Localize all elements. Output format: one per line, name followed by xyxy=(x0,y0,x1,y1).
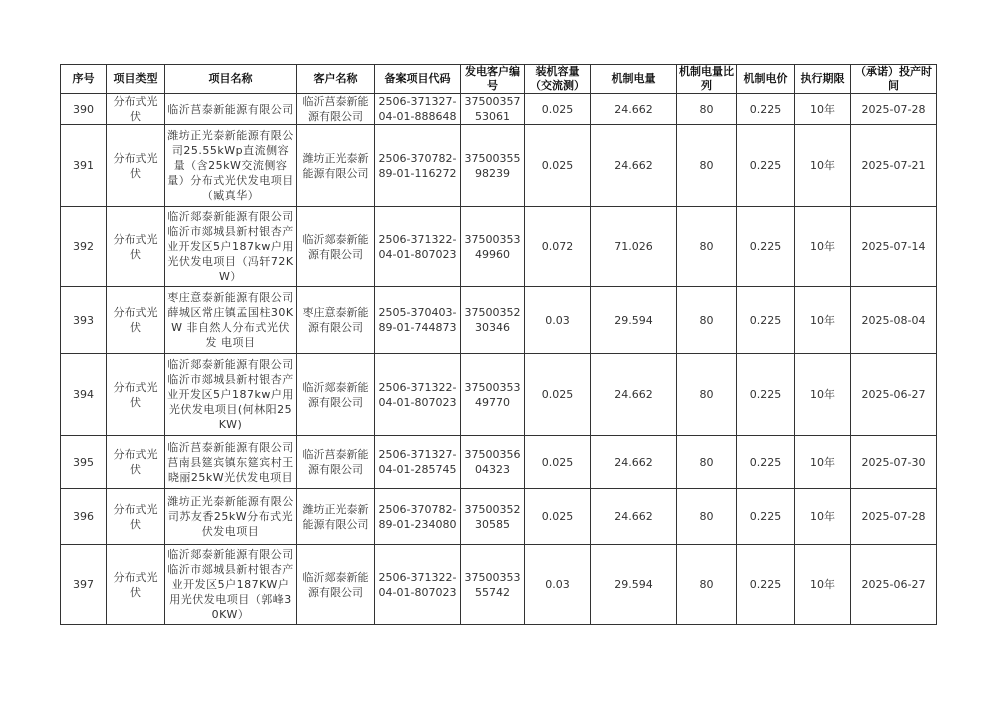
cell-code: 2506-371322-04-01-807023 xyxy=(375,207,461,287)
cell-customer: 临沂莒泰新能源有限公司 xyxy=(297,94,375,125)
cell-term: 10年 xyxy=(795,287,851,354)
cell-capacity: 0.025 xyxy=(525,125,591,207)
cell-customer: 临沂莒泰新能源有限公司 xyxy=(297,436,375,489)
cell-capacity: 0.025 xyxy=(525,436,591,489)
cell-price: 0.225 xyxy=(737,125,795,207)
table-row xyxy=(61,125,937,207)
cell-code: 2506-371322-04-01-807023 xyxy=(375,354,461,436)
cell-energy: 29.594 xyxy=(591,545,677,625)
header-cust-no: 发电客户编号 xyxy=(461,65,525,94)
cell-cust-no: 3750035598239 xyxy=(461,125,525,207)
table-row xyxy=(61,354,937,436)
cell-cust-no: 3750035753061 xyxy=(461,94,525,125)
cell-customer: 枣庄意泰新能源有限公司 xyxy=(297,287,375,354)
cell-type: 分布式光伏 xyxy=(107,545,165,625)
cell-cust-no: 3750035355742 xyxy=(461,545,525,625)
cell-energy: 24.662 xyxy=(591,489,677,545)
cell-date: 2025-08-04 xyxy=(851,287,937,354)
cell-term: 10年 xyxy=(795,94,851,125)
cell-energy: 71.026 xyxy=(591,207,677,287)
cell-date: 2025-07-30 xyxy=(851,436,937,489)
table-row xyxy=(61,207,937,287)
cell-seq: 393 xyxy=(61,287,107,354)
cell-type: 分布式光伏 xyxy=(107,354,165,436)
cell-date: 2025-07-28 xyxy=(851,94,937,125)
header-type: 项目类型 xyxy=(107,65,165,94)
cell-price: 0.225 xyxy=(737,287,795,354)
cell-name: 枣庄意泰新能源有限公司薛城区常庄镇孟国柱30KW 非自然人分布式光伏发 电项目 xyxy=(165,287,297,354)
table-row xyxy=(61,287,937,354)
header-name: 项目名称 xyxy=(165,65,297,94)
cell-term: 10年 xyxy=(795,545,851,625)
cell-date: 2025-06-27 xyxy=(851,354,937,436)
cell-term: 10年 xyxy=(795,489,851,545)
cell-seq: 390 xyxy=(61,94,107,125)
cell-customer: 潍坊正光泰新能源有限公司 xyxy=(297,125,375,207)
cell-name: 临沂莒泰新能源有限公司 xyxy=(165,94,297,125)
cell-price: 0.225 xyxy=(737,489,795,545)
header-energy: 机制电量 xyxy=(591,65,677,94)
cell-name: 潍坊正光泰新能源有限公司25.55kWp直流侧容量（含25kW交流侧容量）分布式光伏发电项目（臧真华） xyxy=(165,125,297,207)
cell-ratio: 80 xyxy=(677,354,737,436)
cell-ratio: 80 xyxy=(677,125,737,207)
cell-seq: 394 xyxy=(61,354,107,436)
cell-capacity: 0.025 xyxy=(525,489,591,545)
cell-date: 2025-06-27 xyxy=(851,545,937,625)
header-code: 备案项目代码 xyxy=(375,65,461,94)
cell-customer: 潍坊正光泰新能源有限公司 xyxy=(297,489,375,545)
cell-seq: 392 xyxy=(61,207,107,287)
cell-customer: 临沂郯泰新能源有限公司 xyxy=(297,354,375,436)
cell-ratio: 80 xyxy=(677,207,737,287)
cell-cust-no: 3750035230585 xyxy=(461,489,525,545)
cell-energy: 29.594 xyxy=(591,287,677,354)
cell-price: 0.225 xyxy=(737,354,795,436)
cell-code: 2505-370403-89-01-744873 xyxy=(375,287,461,354)
cell-cust-no: 3750035230346 xyxy=(461,287,525,354)
cell-name: 潍坊正光泰新能源有限公司苏友香25kW分布式光伏发电项目 xyxy=(165,489,297,545)
cell-ratio: 80 xyxy=(677,94,737,125)
cell-price: 0.225 xyxy=(737,94,795,125)
cell-type: 分布式光伏 xyxy=(107,287,165,354)
cell-name: 临沂郯泰新能源有限公司临沂市郯城县新村银杏产业开发区5户187kw户用光伏发电项目（冯轩72KW） xyxy=(165,207,297,287)
cell-type: 分布式光伏 xyxy=(107,125,165,207)
cell-ratio: 80 xyxy=(677,436,737,489)
header-price: 机制电价 xyxy=(737,65,795,94)
cell-energy: 24.662 xyxy=(591,436,677,489)
cell-name: 临沂莒泰新能源有限公司莒南县筵宾镇东筵宾村王晓丽25kW光伏发电项目 xyxy=(165,436,297,489)
cell-name: 临沂郯泰新能源有限公司临沂市郯城县新村银杏产业开发区5户187kw户用光伏发电项目(何林阳25KW) xyxy=(165,354,297,436)
cell-term: 10年 xyxy=(795,207,851,287)
header-ratio: 机制电量比列 xyxy=(677,65,737,94)
cell-customer: 临沂郯泰新能源有限公司 xyxy=(297,545,375,625)
table-row xyxy=(61,436,937,489)
header-term: 执行期限 xyxy=(795,65,851,94)
cell-ratio: 80 xyxy=(677,287,737,354)
cell-customer: 临沂郯泰新能源有限公司 xyxy=(297,207,375,287)
cell-energy: 24.662 xyxy=(591,354,677,436)
cell-seq: 397 xyxy=(61,545,107,625)
cell-code: 2506-371327-04-01-888648 xyxy=(375,94,461,125)
cell-energy: 24.662 xyxy=(591,125,677,207)
header-seq: 序号 xyxy=(61,65,107,94)
cell-cust-no: 3750035349770 xyxy=(461,354,525,436)
cell-cust-no: 3750035604323 xyxy=(461,436,525,489)
cell-seq: 391 xyxy=(61,125,107,207)
cell-code: 2506-370782-89-01-116272 xyxy=(375,125,461,207)
cell-ratio: 80 xyxy=(677,545,737,625)
cell-date: 2025-07-14 xyxy=(851,207,937,287)
cell-price: 0.225 xyxy=(737,436,795,489)
cell-code: 2506-371327-04-01-285745 xyxy=(375,436,461,489)
header-row xyxy=(61,65,937,94)
cell-energy: 24.662 xyxy=(591,94,677,125)
cell-ratio: 80 xyxy=(677,489,737,545)
cell-seq: 395 xyxy=(61,436,107,489)
header-capacity: 装机容量（交流测） xyxy=(525,65,591,94)
cell-term: 10年 xyxy=(795,354,851,436)
cell-cust-no: 3750035349960 xyxy=(461,207,525,287)
table-row xyxy=(61,545,937,625)
cell-term: 10年 xyxy=(795,436,851,489)
cell-date: 2025-07-21 xyxy=(851,125,937,207)
cell-capacity: 0.025 xyxy=(525,354,591,436)
cell-type: 分布式光伏 xyxy=(107,94,165,125)
cell-term: 10年 xyxy=(795,125,851,207)
cell-code: 2506-371322-04-01-807023 xyxy=(375,545,461,625)
cell-capacity: 0.03 xyxy=(525,545,591,625)
cell-seq: 396 xyxy=(61,489,107,545)
cell-type: 分布式光伏 xyxy=(107,436,165,489)
cell-date: 2025-07-28 xyxy=(851,489,937,545)
cell-capacity: 0.025 xyxy=(525,94,591,125)
table-row xyxy=(61,489,937,545)
cell-capacity: 0.03 xyxy=(525,287,591,354)
cell-code: 2506-370782-89-01-234080 xyxy=(375,489,461,545)
cell-capacity: 0.072 xyxy=(525,207,591,287)
cell-price: 0.225 xyxy=(737,207,795,287)
cell-name: 临沂郯泰新能源有限公司临沂市郯城县新村银杏产业开发区5户187KW户用光伏发电项目（郭峰30KW） xyxy=(165,545,297,625)
cell-price: 0.225 xyxy=(737,545,795,625)
cell-type: 分布式光伏 xyxy=(107,207,165,287)
header-date: （承诺）投产时间 xyxy=(851,65,937,94)
project-table xyxy=(60,64,937,625)
cell-type: 分布式光伏 xyxy=(107,489,165,545)
header-customer: 客户名称 xyxy=(297,65,375,94)
table-row xyxy=(61,94,937,125)
